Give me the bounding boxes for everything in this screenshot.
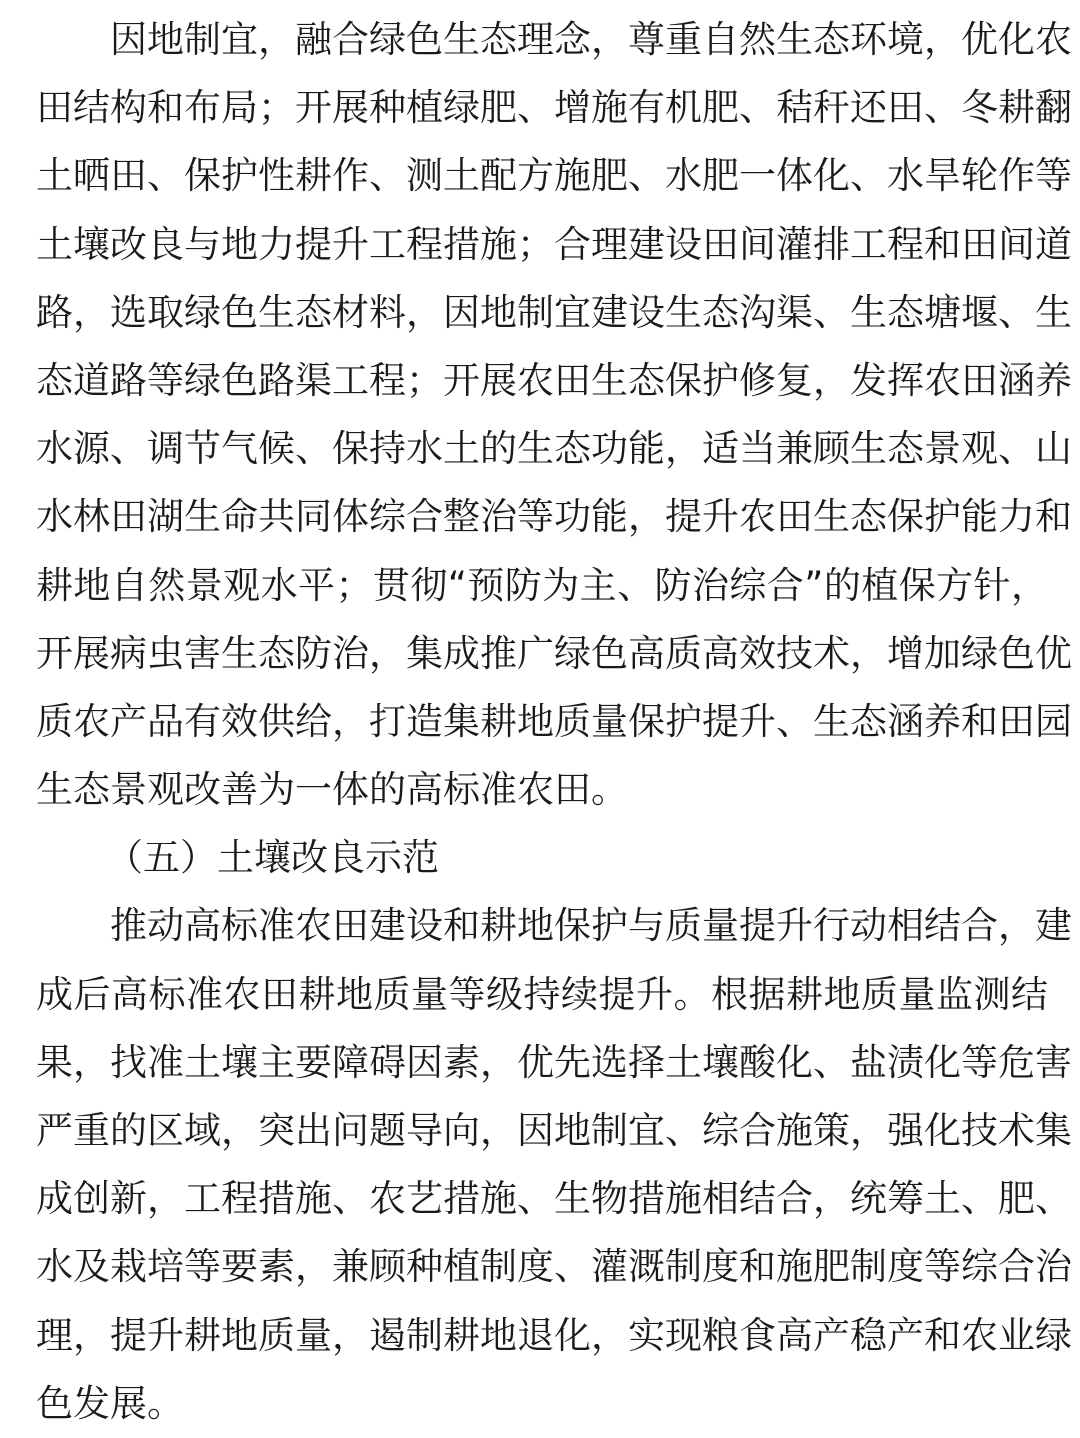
paragraph-line: 水林田湖生命共同体综合整治等功能，提升农田生态保护能力和: [36, 495, 1072, 539]
paragraph-2: [36, 892, 1072, 1438]
section-heading: （五）土壤改良示范: [106, 836, 439, 880]
paragraph-line: 推动高标准农田建设和耕地保护与质量提升行动相结合，建: [110, 904, 1072, 948]
paragraph-1: [36, 6, 1072, 824]
paragraph-line: 果，找准土壤主要障碍因素，优先选择土壤酸化、盐渍化等危害: [36, 1040, 1072, 1084]
paragraph-line: 理，提升耕地质量，遏制耕地退化，实现粮食高产稳产和农业绿: [36, 1313, 1072, 1357]
paragraph-line: 严重的区域，突出问题导向，因地制宜、综合施策，强化技术集: [36, 1109, 1072, 1152]
paragraph-line: 态道路等绿色路渠工程；开展农田生态保护修复，发挥农田涵养: [36, 358, 1072, 402]
paragraph-line: 土壤改良与地力提升工程措施；合理建设田间灌排工程和田间道: [36, 222, 1072, 266]
paragraph-line: 耕地自然景观水平；贯彻“预防为主、防治综合”的植保方针，: [36, 563, 1048, 607]
paragraph-line: 成后高标准农田耕地质量等级持续提升。根据耕地质量监测结: [36, 972, 1048, 1016]
paragraph-line: 路，选取绿色生态材料，因地制宜建设生态沟渠、生态塘堰、生: [36, 290, 1072, 334]
paragraph-line: 水源、调节气候、保持水土的生态功能，适当兼顾生态景观、山: [36, 427, 1072, 471]
paragraph-line: 生态景观改善为一体的高标准农田。: [36, 768, 628, 812]
document-page: [36, 6, 1072, 1438]
paragraph-line: 质农产品有效供给，打造集耕地质量保护提升、生态涵养和田园: [36, 699, 1072, 743]
paragraph-line: 成创新，工程措施、农艺措施、生物措施相结合，统筹土、肥、: [36, 1177, 1072, 1221]
paragraph-line: 土晒田、保护性耕作、测土配方施肥、水肥一体化、水旱轮作等: [36, 154, 1072, 198]
paragraph-line: 因地制宜，融合绿色生态理念，尊重自然生态环境，优化农: [110, 18, 1072, 61]
paragraph-line: 田结构和布局；开展种植绿肥、增施有机肥、秸秆还田、冬耕翻: [36, 86, 1072, 130]
paragraph-line: 色发展。: [36, 1381, 184, 1425]
paragraph-line: 开展病虫害生态防治，集成推广绿色高质高效技术，增加绿色优: [36, 631, 1072, 675]
paragraph-line: 水及栽培等要素，兼顾种植制度、灌溉制度和施肥制度等综合治: [36, 1245, 1072, 1289]
